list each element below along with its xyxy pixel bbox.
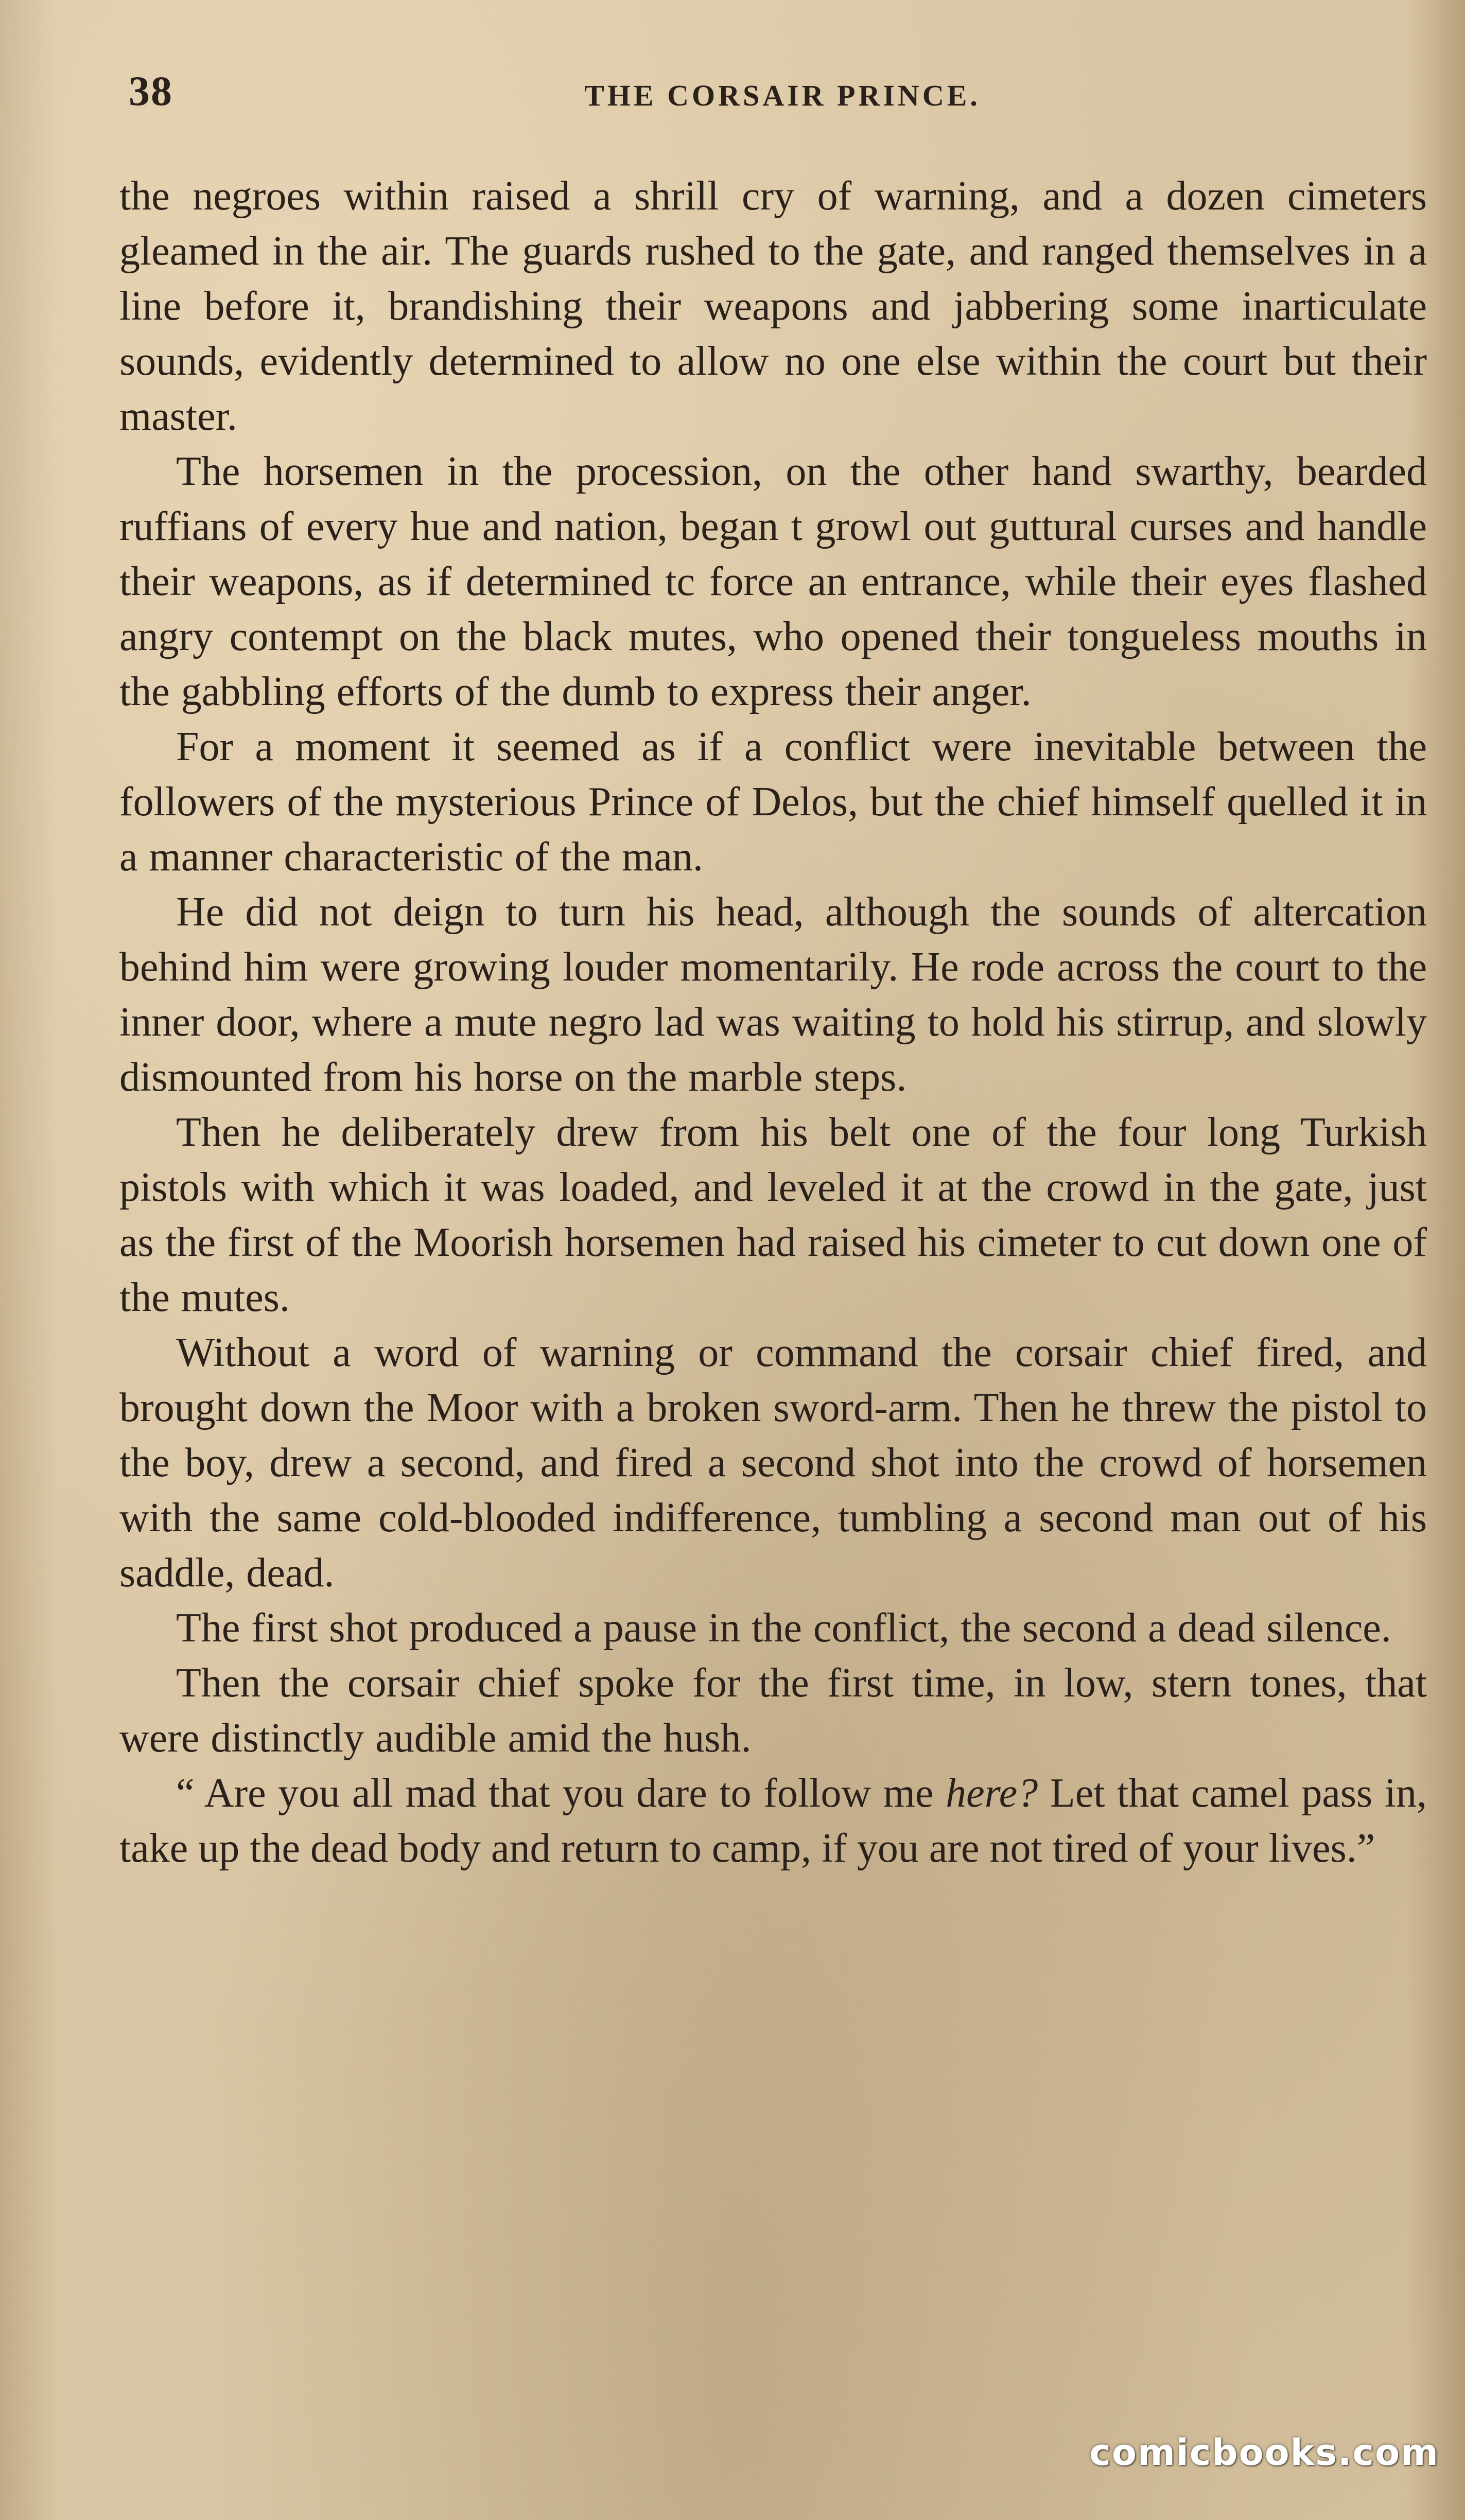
paragraph: Then the corsair chief spoke for the first time, in low, stern tones, that were distinctly audible amid the hush.	[119, 1660, 1427, 1761]
watermark: comicbooks.com	[1089, 2431, 1439, 2474]
quote-text-end: Let that camel pass in, take up the dead body and return to camp, if you are not tired of your lives.”	[119, 1771, 1427, 1871]
paragraph: Without a word of warning or command the corsair chief fired, and brought down the Moor with a broken sword-arm. Then he threw the pistol to the boy, drew a second, and fired a second shot into the crowd of horsemen with the same cold-blooded indifference, tumbling a second man out of his saddle, dead.	[119, 1330, 1427, 1596]
paragraph: The first shot produced a pause in the conflict, the second a dead silence.	[176, 1605, 1391, 1651]
paragraph: He did not deign to turn his head, although the sounds of altercation behind him were growing louder momentarily. He rode across the court to the inner door, where a mute negro lad was waiting to hold his stirrup, and slowly dismounted from his horse on the marble steps.	[119, 889, 1427, 1100]
paragraph: For a moment it seemed as if a conflict were inevitable between the followers of the mysterious Prince of Delos, but the chief himself quelled it in a manner characteristic of the man.	[119, 724, 1427, 880]
quoted-speech	[119, 1766, 1427, 1876]
paragraph-continued: the negroes within raised a shrill cry of warning, and a dozen cimeters gleamed in the air. The guards rushed to the gate, and ranged themselves in a line before it, brandishing their weapons and jabbering some inarticulate sounds, evidently determined to allow no one else within the court but their master.	[119, 173, 1427, 439]
body-text	[119, 169, 1427, 1876]
running-title: THE CORSAIR PRINCE.	[584, 79, 981, 112]
page-number: 38	[129, 67, 173, 114]
paragraph: The horsemen in the procession, on the other hand swarthy, bearded ruffians of every hue and nation, began t growl out guttural curses and handle their weapons, as if determined tc force an entrance, while their eyes flashed angry contempt on the black mutes, who opened their tongueless mouths in the gabbling efforts of the dumb to express their anger.	[119, 449, 1427, 714]
quote-text-start: “ Are you all mad that you dare to follow me	[176, 1771, 946, 1816]
paragraph: Then he deliberately drew from his belt one of the four long Turkish pistols with which it was loaded, and leveled it at the crowd in the gate, just as the first of the Moorish horsemen had raised his cimeter to cut down one of the mutes.	[119, 1110, 1427, 1320]
quote-emphasis: here?	[946, 1771, 1038, 1816]
running-head	[129, 67, 1436, 124]
